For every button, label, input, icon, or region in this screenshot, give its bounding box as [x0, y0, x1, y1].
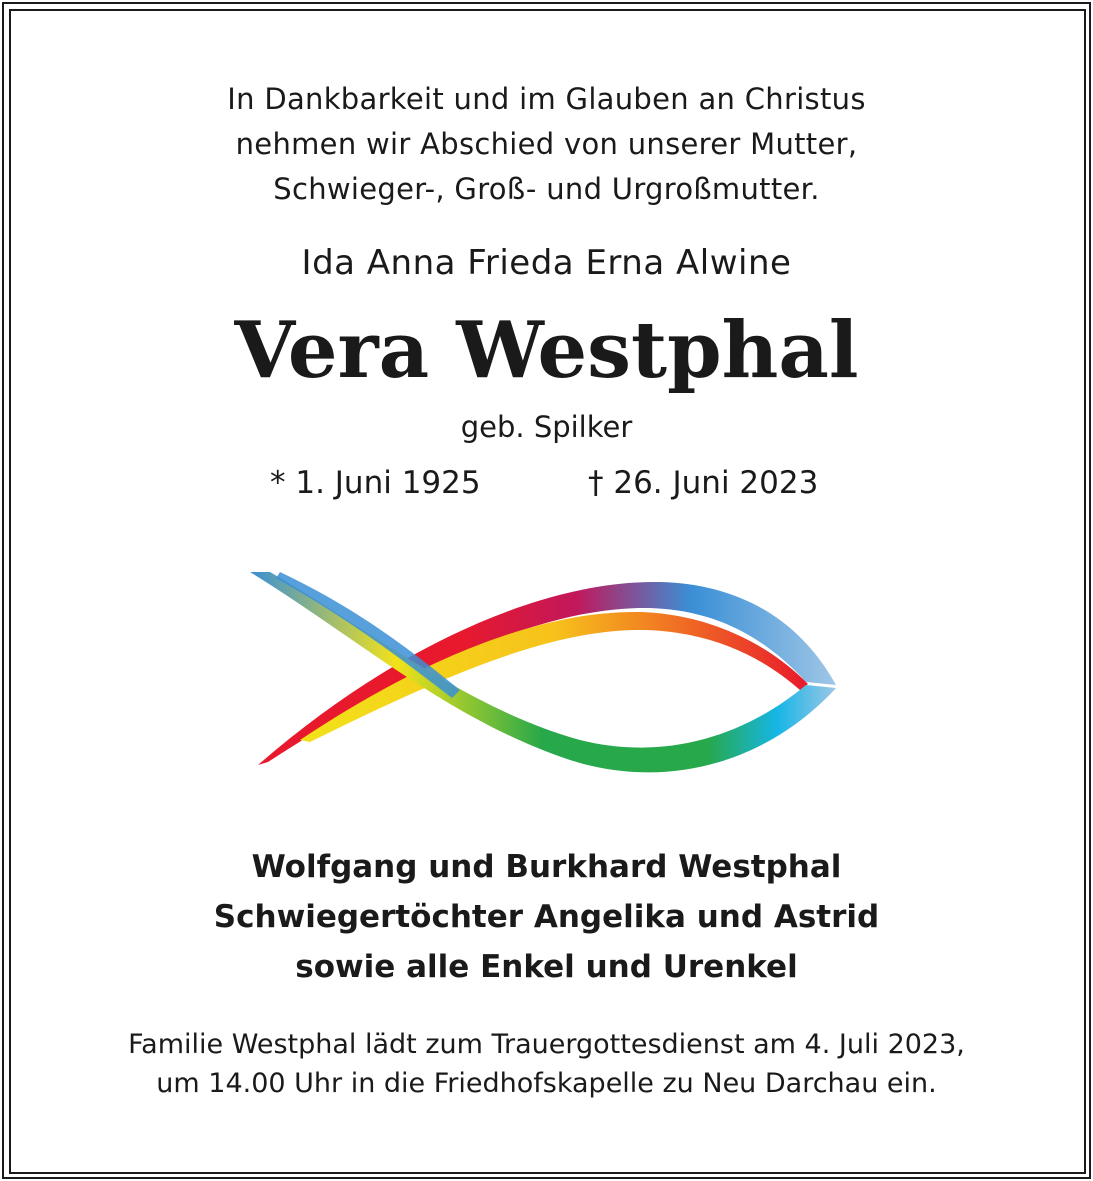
deceased-name: Vera Westphal: [234, 305, 859, 396]
given-names: Ida Anna Frieda Erna Alwine: [301, 243, 792, 283]
service-line: Familie Westphal lädt zum Trauergottesdienst am 4. Juli 2023,: [128, 1029, 965, 1060]
birth-date: * 1. Juni 1925: [270, 465, 481, 501]
ichthys-fish-icon: [240, 560, 850, 790]
intro-line: nehmen wir Abschied von unserer Mutter,: [235, 127, 858, 161]
intro-line: Schwieger-, Groß- und Urgroßmutter.: [273, 172, 820, 206]
birth-name: geb. Spilker: [460, 410, 633, 444]
intro-line: In Dankbarkeit und im Glauben an Christus: [227, 82, 866, 116]
mourner-line: Wolfgang und Burkhard Westphal: [251, 849, 842, 885]
fish-tail-accent: [276, 572, 460, 698]
service-info: [0, 1025, 1093, 1103]
mourner-line: Schwiegertöchter Angelika und Astrid: [213, 899, 880, 935]
mourners-list: [0, 842, 1093, 992]
intro-text: [0, 77, 1093, 212]
service-line: um 14.00 Uhr in die Friedhofskapelle zu Neu Darchau ein.: [156, 1068, 937, 1099]
mourner-line: sowie alle Enkel und Urenkel: [295, 949, 798, 985]
death-date: † 26. Juni 2023: [588, 465, 819, 501]
